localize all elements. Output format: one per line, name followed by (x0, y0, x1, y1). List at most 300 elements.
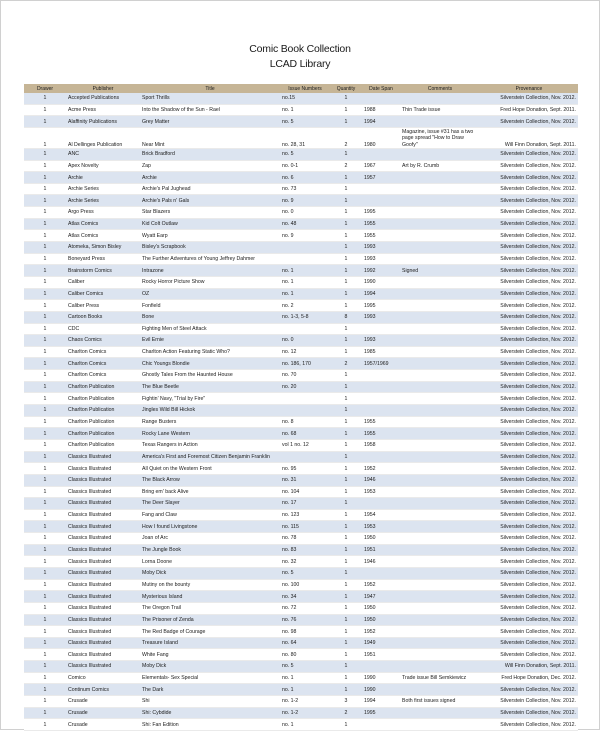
cell-title: America's First and Foremost Citizen Benjamin Franklin (140, 451, 280, 463)
table-row (24, 346, 578, 358)
cell-quantity: 1 (330, 381, 362, 393)
cell-provenance: Will Finn Donation, Sept. 2011. (480, 661, 578, 673)
cell-publisher: Alaffinity Publications (66, 116, 140, 128)
cell-publisher: Atomeka, Simon Bisley (66, 242, 140, 254)
cell-title: Rocky Lane Western (140, 428, 280, 440)
cell-provenance: Silverstein Collection, Nov. 2012. (480, 533, 578, 545)
cell-publisher: Classics Illustrated (66, 591, 140, 603)
table-row (24, 358, 578, 370)
cell-publisher: Archie (66, 172, 140, 184)
cell-comments: Art by R. Crumb (400, 160, 480, 172)
cell-provenance: Silverstein Collection, Nov. 2012. (480, 416, 578, 428)
cell-quantity: 1 (330, 498, 362, 510)
cell-quantity: 2 (330, 358, 362, 370)
table-row (24, 104, 578, 116)
cell-comments (400, 509, 480, 521)
cell-quantity: 1 (330, 661, 362, 673)
cell-quantity: 2 (330, 707, 362, 719)
cell-title: The Deer Slayer (140, 498, 280, 510)
cell-title: Bring em' back Alive (140, 486, 280, 498)
cell-provenance: Fred Hope Donation, Dec. 2012. (480, 672, 578, 684)
cell-date-span (362, 381, 400, 393)
cell-title: Archie's Pal Jughead (140, 183, 280, 195)
cell-provenance: Silverstein Collection, Nov. 2012. (480, 544, 578, 556)
cell-quantity: 1 (330, 614, 362, 626)
cell-issue: no. 64 (280, 637, 330, 649)
table-row (24, 300, 578, 312)
cell-issue: no. 9 (280, 195, 330, 207)
cell-provenance: Silverstein Collection, Nov. 2012. (480, 253, 578, 265)
cell-date-span: 1954 (362, 509, 400, 521)
cell-issue: no. 8 (280, 416, 330, 428)
cell-drawer: 1 (24, 556, 66, 568)
cell-date-span: 1995 (362, 207, 400, 219)
cell-quantity: 1 (330, 486, 362, 498)
cell-title: Evil Ernie (140, 335, 280, 347)
cell-issue: no. 68 (280, 428, 330, 440)
cell-comments (400, 661, 480, 673)
cell-drawer: 1 (24, 509, 66, 521)
cell-comments (400, 195, 480, 207)
cell-drawer: 1 (24, 696, 66, 708)
cell-issue (280, 405, 330, 417)
cell-title: Fang and Claw (140, 509, 280, 521)
cell-issue: no. 1 (280, 719, 330, 731)
cell-quantity: 1 (330, 719, 362, 731)
document-title: Comic Book Collection (249, 43, 351, 55)
cell-comments (400, 93, 480, 104)
cell-provenance: Silverstein Collection, Nov. 2012. (480, 172, 578, 184)
cell-comments (400, 405, 480, 417)
cell-issue: no. 0-1 (280, 160, 330, 172)
cell-comments (400, 148, 480, 160)
cell-provenance: Silverstein Collection, Nov. 2012. (480, 116, 578, 128)
cell-drawer: 1 (24, 93, 66, 104)
cell-issue: no. 1 (280, 684, 330, 696)
cell-drawer: 1 (24, 591, 66, 603)
cell-date-span: 1951 (362, 544, 400, 556)
cell-publisher: Classics Illustrated (66, 579, 140, 591)
cell-publisher: Argo Press (66, 207, 140, 219)
cell-quantity: 1 (330, 626, 362, 638)
cell-quantity: 1 (330, 195, 362, 207)
cell-publisher: Classics Illustrated (66, 649, 140, 661)
cell-issue: no. 1-2 (280, 696, 330, 708)
cell-provenance: Silverstein Collection, Nov. 2012. (480, 439, 578, 451)
cell-title: Moby Dick (140, 661, 280, 673)
cell-quantity: 1 (330, 265, 362, 277)
cell-publisher: Charlton Comics (66, 346, 140, 358)
cell-publisher: Caliber Press (66, 300, 140, 312)
cell-date-span: 1993 (362, 335, 400, 347)
cell-comments (400, 335, 480, 347)
cell-title: Mutiny on the bounty (140, 579, 280, 591)
cell-quantity: 1 (330, 672, 362, 684)
cell-drawer: 1 (24, 335, 66, 347)
cell-title: The Blue Beetle (140, 381, 280, 393)
table-row (24, 463, 578, 475)
cell-comments (400, 276, 480, 288)
cell-date-span: 1955 (362, 428, 400, 440)
column-header: Provenance (480, 84, 578, 93)
cell-drawer: 1 (24, 579, 66, 591)
cell-date-span: 1946 (362, 474, 400, 486)
cell-title: Jingles Wild Bill Hickok (140, 405, 280, 417)
cell-provenance: Silverstein Collection, Nov. 2012. (480, 405, 578, 417)
cell-publisher: Charlton Publication (66, 428, 140, 440)
cell-date-span (362, 393, 400, 405)
cell-title: Zap (140, 160, 280, 172)
cell-provenance: Silverstein Collection, Nov. 2012. (480, 614, 578, 626)
cell-date-span (362, 451, 400, 463)
cell-comments (400, 463, 480, 475)
cell-quantity: 1 (330, 242, 362, 254)
cell-issue: no. 1 (280, 276, 330, 288)
table-row (24, 521, 578, 533)
cell-comments (400, 579, 480, 591)
cell-comments (400, 439, 480, 451)
cell-drawer: 1 (24, 544, 66, 556)
cell-publisher: Classics Illustrated (66, 463, 140, 475)
cell-date-span (362, 405, 400, 417)
table-row (24, 311, 578, 323)
cell-publisher: Charlton Publication (66, 405, 140, 417)
cell-date-span: 1993 (362, 242, 400, 254)
cell-title: Treasure Island (140, 637, 280, 649)
cell-quantity: 1 (330, 300, 362, 312)
cell-comments (400, 183, 480, 195)
cell-title: The Prisoner of Zenda (140, 614, 280, 626)
cell-comments: Signed (400, 265, 480, 277)
cell-publisher: Classics Illustrated (66, 486, 140, 498)
cell-title: The Further Adventures of Young Jeffrey Dahmer (140, 253, 280, 265)
cell-title: Grey Matter (140, 116, 280, 128)
table-row (24, 288, 578, 300)
cell-comments (400, 358, 480, 370)
cell-comments: Thin Trade issue (400, 104, 480, 116)
cell-title: Wyatt Earp (140, 230, 280, 242)
cell-drawer: 1 (24, 405, 66, 417)
cell-quantity: 1 (330, 579, 362, 591)
cell-drawer: 1 (24, 276, 66, 288)
cell-issue: no. 123 (280, 509, 330, 521)
cell-provenance: Will Finn Donation, Sept. 2011. (480, 127, 578, 148)
cell-title: Bone (140, 311, 280, 323)
cell-provenance: Silverstein Collection, Nov. 2012. (480, 218, 578, 230)
cell-comments: Trade issue Bill Semkiewicz (400, 672, 480, 684)
cell-drawer: 1 (24, 637, 66, 649)
cell-drawer: 1 (24, 230, 66, 242)
table-row (24, 381, 578, 393)
cell-publisher: Classics Illustrated (66, 602, 140, 614)
cell-drawer: 1 (24, 160, 66, 172)
cell-comments (400, 288, 480, 300)
cell-provenance: Silverstein Collection, Nov. 2012. (480, 486, 578, 498)
cell-issue: no. 98 (280, 626, 330, 638)
cell-issue: no. 31 (280, 474, 330, 486)
table-row (24, 393, 578, 405)
table-row (24, 567, 578, 579)
cell-drawer: 1 (24, 195, 66, 207)
cell-issue: no. 12 (280, 346, 330, 358)
cell-issue: no. 73 (280, 183, 330, 195)
cell-drawer: 1 (24, 288, 66, 300)
cell-issue: no. 83 (280, 544, 330, 556)
cell-drawer: 1 (24, 311, 66, 323)
cell-issue: no. 5 (280, 567, 330, 579)
cell-publisher: Classics Illustrated (66, 521, 140, 533)
cell-issue: no. 5 (280, 661, 330, 673)
cell-provenance: Silverstein Collection, Nov. 2012. (480, 183, 578, 195)
cell-issue: no. 20 (280, 381, 330, 393)
cell-date-span: 1946 (362, 556, 400, 568)
table-row (24, 672, 578, 684)
cell-title: The Red Badge of Courage (140, 626, 280, 638)
cell-drawer: 1 (24, 116, 66, 128)
cell-date-span: 1994 (362, 288, 400, 300)
cell-publisher: Comico (66, 672, 140, 684)
cell-date-span (362, 195, 400, 207)
table-row (24, 370, 578, 382)
cell-issue: no. 1 (280, 288, 330, 300)
table-row (24, 533, 578, 545)
cell-provenance: Silverstein Collection, Nov. 2012. (480, 556, 578, 568)
cell-provenance: Silverstein Collection, Nov. 2012. (480, 637, 578, 649)
cell-drawer: 1 (24, 567, 66, 579)
cell-date-span: 1953 (362, 521, 400, 533)
cell-comments (400, 544, 480, 556)
table-row (24, 451, 578, 463)
cell-title: Bisley's Scrapbook (140, 242, 280, 254)
cell-quantity: 1 (330, 323, 362, 335)
cell-date-span: 1951 (362, 649, 400, 661)
cell-date-span: 1957 (362, 172, 400, 184)
cell-date-span: 1955 (362, 218, 400, 230)
cell-provenance: Silverstein Collection, Nov. 2012. (480, 707, 578, 719)
table-row (24, 684, 578, 696)
cell-title: All Quiet on the Western Front (140, 463, 280, 475)
cell-drawer: 1 (24, 463, 66, 475)
cell-publisher: CDC (66, 323, 140, 335)
cell-drawer: 1 (24, 218, 66, 230)
cell-comments (400, 649, 480, 661)
cell-title: Texas Rangers in Action (140, 439, 280, 451)
cell-drawer: 1 (24, 661, 66, 673)
cell-quantity: 1 (330, 116, 362, 128)
cell-drawer: 1 (24, 265, 66, 277)
cell-issue: no. 0 (280, 207, 330, 219)
cell-issue: no. 5 (280, 116, 330, 128)
cell-comments (400, 684, 480, 696)
cell-publisher: Brainstorm Comics (66, 265, 140, 277)
table-row (24, 626, 578, 638)
cell-provenance: Silverstein Collection, Nov. 2012. (480, 428, 578, 440)
cell-comments (400, 253, 480, 265)
table-row (24, 614, 578, 626)
cell-comments (400, 533, 480, 545)
cell-drawer: 1 (24, 533, 66, 545)
cell-date-span: 1952 (362, 579, 400, 591)
cell-quantity: 1 (330, 93, 362, 104)
cell-title: Shi: Fan Edition (140, 719, 280, 731)
cell-issue: no. 48 (280, 218, 330, 230)
cell-date-span: 1953 (362, 486, 400, 498)
cell-date-span (362, 498, 400, 510)
cell-publisher: Charlton Publication (66, 393, 140, 405)
cell-title: Fonfield (140, 300, 280, 312)
cell-issue: no.15 (280, 93, 330, 104)
cell-issue: no. 2 (280, 300, 330, 312)
cell-provenance: Silverstein Collection, Nov. 2012. (480, 335, 578, 347)
table-row (24, 719, 578, 731)
cell-title: How I found Livingstone (140, 521, 280, 533)
cell-comments (400, 242, 480, 254)
cell-provenance: Silverstein Collection, Nov. 2012. (480, 381, 578, 393)
cell-issue: vol 1 no. 12 (280, 439, 330, 451)
column-header: Quantity (330, 84, 362, 93)
cell-date-span: 1952 (362, 626, 400, 638)
table-row (24, 127, 578, 148)
column-header: Title (140, 84, 280, 93)
table-row (24, 509, 578, 521)
cell-comments (400, 311, 480, 323)
cell-title: Sport Thrills (140, 93, 280, 104)
cell-comments (400, 116, 480, 128)
cell-title: Chic Youngs Blondie (140, 358, 280, 370)
cell-comments (400, 567, 480, 579)
cell-comments (400, 521, 480, 533)
cell-drawer: 1 (24, 148, 66, 160)
cell-publisher: Charlton Comics (66, 358, 140, 370)
table-row (24, 242, 578, 254)
cell-date-span: 1993 (362, 311, 400, 323)
cell-publisher: Atlas Comics (66, 230, 140, 242)
cell-publisher: Charlton Publication (66, 416, 140, 428)
cell-date-span (362, 93, 400, 104)
collection-table (24, 84, 578, 731)
cell-provenance: Silverstein Collection, Nov. 2012. (480, 567, 578, 579)
cell-provenance: Silverstein Collection, Nov. 2012. (480, 207, 578, 219)
cell-date-span (362, 719, 400, 731)
cell-date-span: 1952 (362, 463, 400, 475)
cell-issue: no. 1 (280, 104, 330, 116)
table-row (24, 405, 578, 417)
cell-drawer: 1 (24, 486, 66, 498)
table-row (24, 116, 578, 128)
cell-publisher: Classics Illustrated (66, 509, 140, 521)
cell-title: Range Busters (140, 416, 280, 428)
cell-comments (400, 346, 480, 358)
cell-date-span: 1992 (362, 265, 400, 277)
table-row (24, 265, 578, 277)
cell-issue: no. 32 (280, 556, 330, 568)
cell-title: Near Mint (140, 127, 280, 148)
cell-quantity: 2 (330, 127, 362, 148)
cell-quantity: 2 (330, 160, 362, 172)
cell-issue: no. 1 (280, 265, 330, 277)
table-row (24, 498, 578, 510)
cell-issue: no. 70 (280, 370, 330, 382)
cell-quantity: 1 (330, 288, 362, 300)
cell-issue: no. 104 (280, 486, 330, 498)
cell-drawer: 1 (24, 474, 66, 486)
cell-provenance: Silverstein Collection, Nov. 2012. (480, 148, 578, 160)
cell-issue: no. 72 (280, 602, 330, 614)
cell-drawer: 1 (24, 346, 66, 358)
cell-drawer: 1 (24, 300, 66, 312)
cell-publisher: Crusade (66, 719, 140, 731)
cell-provenance: Silverstein Collection, Nov. 2012. (480, 591, 578, 603)
cell-date-span: 1955 (362, 230, 400, 242)
cell-quantity: 1 (330, 148, 362, 160)
cell-title: Archie (140, 172, 280, 184)
cell-title: Fighting Men of Steel Attack (140, 323, 280, 335)
cell-quantity: 1 (330, 533, 362, 545)
table-row (24, 230, 578, 242)
table-row (24, 649, 578, 661)
cell-quantity: 1 (330, 684, 362, 696)
table-row (24, 323, 578, 335)
cell-comments (400, 707, 480, 719)
cell-provenance: Silverstein Collection, Nov. 2012. (480, 393, 578, 405)
cell-quantity: 1 (330, 393, 362, 405)
cell-date-span: 1995 (362, 707, 400, 719)
cell-title: The Oregon Trail (140, 602, 280, 614)
cell-provenance: Silverstein Collection, Nov. 2012. (480, 649, 578, 661)
cell-date-span (362, 183, 400, 195)
cell-comments (400, 370, 480, 382)
cell-quantity: 1 (330, 104, 362, 116)
cell-date-span: 1950 (362, 533, 400, 545)
table-row (24, 207, 578, 219)
document-subtitle: LCAD Library (269, 58, 331, 70)
cell-drawer: 1 (24, 207, 66, 219)
cell-date-span: 1957/1969 (362, 358, 400, 370)
table-row (24, 160, 578, 172)
table-header-row (24, 84, 578, 93)
cell-drawer: 1 (24, 672, 66, 684)
cell-quantity: 1 (330, 183, 362, 195)
cell-provenance: Silverstein Collection, Nov. 2012. (480, 719, 578, 731)
cell-quantity: 1 (330, 346, 362, 358)
cell-date-span: 1995 (362, 300, 400, 312)
cell-issue: no. 17 (280, 498, 330, 510)
cell-publisher: Continum Comics (66, 684, 140, 696)
cell-comments (400, 218, 480, 230)
cell-date-span: 1993 (362, 253, 400, 265)
table-row (24, 696, 578, 708)
cell-publisher: Caliber (66, 276, 140, 288)
column-header: Date Span (362, 84, 400, 93)
cell-publisher: ANC (66, 148, 140, 160)
cell-title: Kid Colt Outlaw (140, 218, 280, 230)
column-header: Publisher (66, 84, 140, 93)
cell-provenance: Silverstein Collection, Nov. 2012. (480, 323, 578, 335)
cell-provenance: Silverstein Collection, Nov. 2012. (480, 370, 578, 382)
table-row (24, 428, 578, 440)
cell-provenance: Silverstein Collection, Nov. 2012. (480, 300, 578, 312)
cell-title: Ghostly Tales From the Haunted House (140, 370, 280, 382)
cell-provenance: Silverstein Collection, Nov. 2012. (480, 626, 578, 638)
cell-title: The Dark (140, 684, 280, 696)
cell-issue: no. 9 (280, 230, 330, 242)
cell-drawer: 1 (24, 428, 66, 440)
cell-quantity: 1 (330, 370, 362, 382)
cell-provenance: Silverstein Collection, Nov. 2012. (480, 463, 578, 475)
cell-quantity: 1 (330, 463, 362, 475)
cell-comments (400, 451, 480, 463)
cell-quantity: 1 (330, 567, 362, 579)
